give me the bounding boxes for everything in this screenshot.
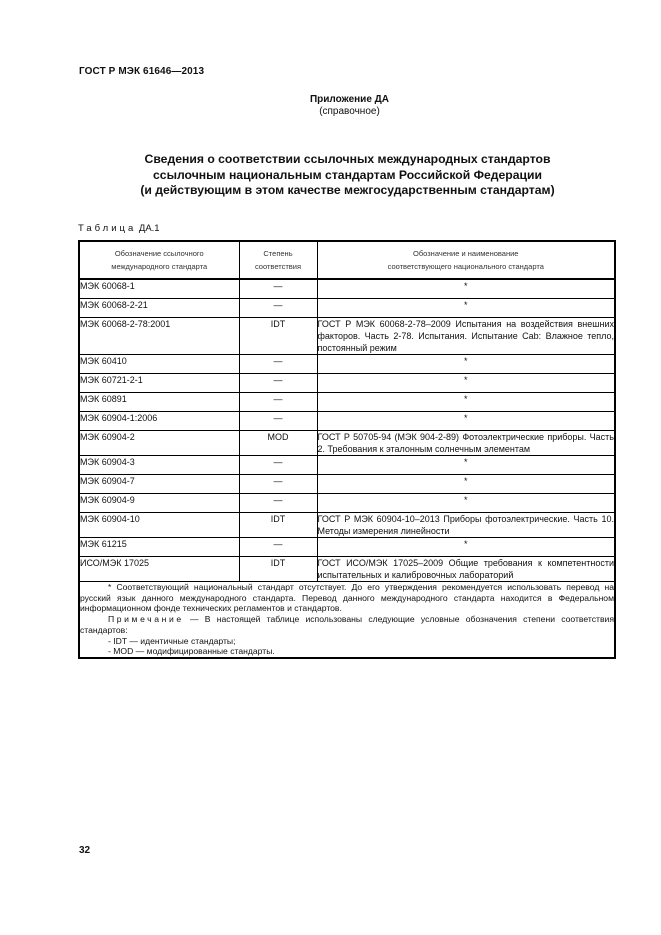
cell-reference: МЭК 61215 xyxy=(79,538,239,557)
cell-reference: ИСО/МЭК 17025 xyxy=(79,557,239,582)
cell-degree: MOD xyxy=(239,431,317,456)
cell-national: ГОСТ ИСО/МЭК 17025–2009 Общие требования к компетентности испытательных и калибровочных лабораторий xyxy=(317,558,614,580)
table-row xyxy=(79,279,615,299)
title-line-3: (и действующим в этом качестве межгосударственным стандартам) xyxy=(140,183,555,197)
title-line-2: ссылочным национальным стандартам Российской Федерации xyxy=(153,167,542,182)
cell-reference: МЭК 60721-2-1 xyxy=(79,374,239,393)
cell-degree: — xyxy=(239,374,317,393)
table-header-row xyxy=(79,241,615,279)
table-notes xyxy=(79,582,615,658)
annex-heading xyxy=(0,94,661,118)
cell-reference: МЭК 60904-9 xyxy=(79,494,239,513)
note-item-mod: - MOD — модифицированные стандарты. xyxy=(108,646,275,657)
table-row xyxy=(79,393,615,412)
cell-degree: — xyxy=(239,456,317,475)
cell-reference: МЭК 60904-7 xyxy=(79,475,239,494)
page-number: 32 xyxy=(79,845,91,856)
cell-degree: — xyxy=(239,475,317,494)
note-item-idt: - IDT — идентичные стандарты; xyxy=(108,635,236,646)
cell-degree: — xyxy=(239,494,317,513)
note-text: — В настоящей таблице использованы следующие условные обозначения степени соответствия стандартов: xyxy=(80,614,614,635)
table-row xyxy=(79,431,615,456)
cell-national: * xyxy=(317,393,615,412)
cell-national: * xyxy=(317,299,615,318)
cell-national: * xyxy=(317,456,615,475)
document-header: ГОСТ Р МЭК 61646—2013 xyxy=(79,66,205,77)
cell-reference: МЭК 60904-3 xyxy=(79,456,239,475)
cell-reference: МЭК 60068-2-78:2001 xyxy=(79,318,239,355)
cell-degree: — xyxy=(239,299,317,318)
note-label: Примечание xyxy=(108,614,184,625)
table-row xyxy=(79,374,615,393)
table-row xyxy=(79,318,615,355)
cell-degree: — xyxy=(239,393,317,412)
annex-title: Приложение ДА xyxy=(309,94,390,105)
header-reference-standard: Обозначение ссылочного международного стандарта xyxy=(79,241,239,279)
cell-national: ГОСТ Р МЭК 60904-10–2013 Приборы фотоэлектрические. Часть 10. Методы измерения линейности xyxy=(317,514,614,536)
cell-national: ГОСТ Р 50705-94 (МЭК 904-2-89) Фотоэлектрические приборы. Часть 2. Требования к эталонным солнечным элементам xyxy=(317,432,614,454)
table-notes-row xyxy=(79,582,615,658)
table-row xyxy=(79,412,615,431)
cell-reference: МЭК 60068-1 xyxy=(79,279,239,299)
table-row xyxy=(79,513,615,538)
cell-degree: — xyxy=(239,538,317,557)
cell-degree: — xyxy=(239,355,317,374)
cell-reference: МЭК 60904-10 xyxy=(79,513,239,538)
table-row xyxy=(79,475,615,494)
cell-national: * xyxy=(317,412,615,431)
cell-national: * xyxy=(317,475,615,494)
table-row xyxy=(79,538,615,557)
note-paragraph xyxy=(80,614,614,635)
cell-national: ГОСТ Р МЭК 60068-2-78–2009 Испытания на воздействия внешних факторов. Часть 2-78. Испытания. Испытание Cab: Влажное тепло, постоянный режим xyxy=(317,319,614,353)
cell-national: * xyxy=(317,279,615,299)
table-row xyxy=(79,355,615,374)
table-row xyxy=(79,557,615,582)
correspondence-table xyxy=(78,240,616,659)
cell-national: * xyxy=(317,538,615,557)
cell-degree: IDT xyxy=(239,318,317,355)
cell-reference: МЭК 60068-2-21 xyxy=(79,299,239,318)
cell-degree: — xyxy=(239,412,317,431)
cell-reference: МЭК 60904-1:2006 xyxy=(79,412,239,431)
title-line-1: Сведения о соответствии ссылочных международных стандартов xyxy=(144,152,551,166)
page-title xyxy=(0,152,661,199)
table-caption xyxy=(78,223,160,234)
cell-reference: МЭК 60410 xyxy=(79,355,239,374)
header-degree: Степень соответствия xyxy=(239,241,317,279)
cell-reference: МЭК 60891 xyxy=(79,393,239,412)
table-row xyxy=(79,299,615,318)
header-national-standard: Обозначение и наименование соответствующего национального стандарта xyxy=(317,241,615,279)
annex-subtitle: (справочное) xyxy=(319,106,380,117)
cell-degree: IDT xyxy=(239,513,317,538)
cell-national: * xyxy=(317,355,615,374)
cell-degree: IDT xyxy=(239,557,317,582)
table-row xyxy=(79,456,615,475)
cell-reference: МЭК 60904-2 xyxy=(79,431,239,456)
cell-national: * xyxy=(317,494,615,513)
table-row xyxy=(79,494,615,513)
cell-degree: — xyxy=(239,279,317,299)
footnote-text: * Соответствующий национальный стандарт отсутствует. До его утверждения рекомендуется использовать перевод на русский язык данного международного стандарта. Перевод данного международного стандарта находится в Федеральном информационном фонде технических регламентов и стандартов. xyxy=(80,582,614,614)
table-caption-prefix: Таблица xyxy=(78,223,137,234)
table-caption-number: ДА.1 xyxy=(138,223,160,234)
cell-national: * xyxy=(317,374,615,393)
